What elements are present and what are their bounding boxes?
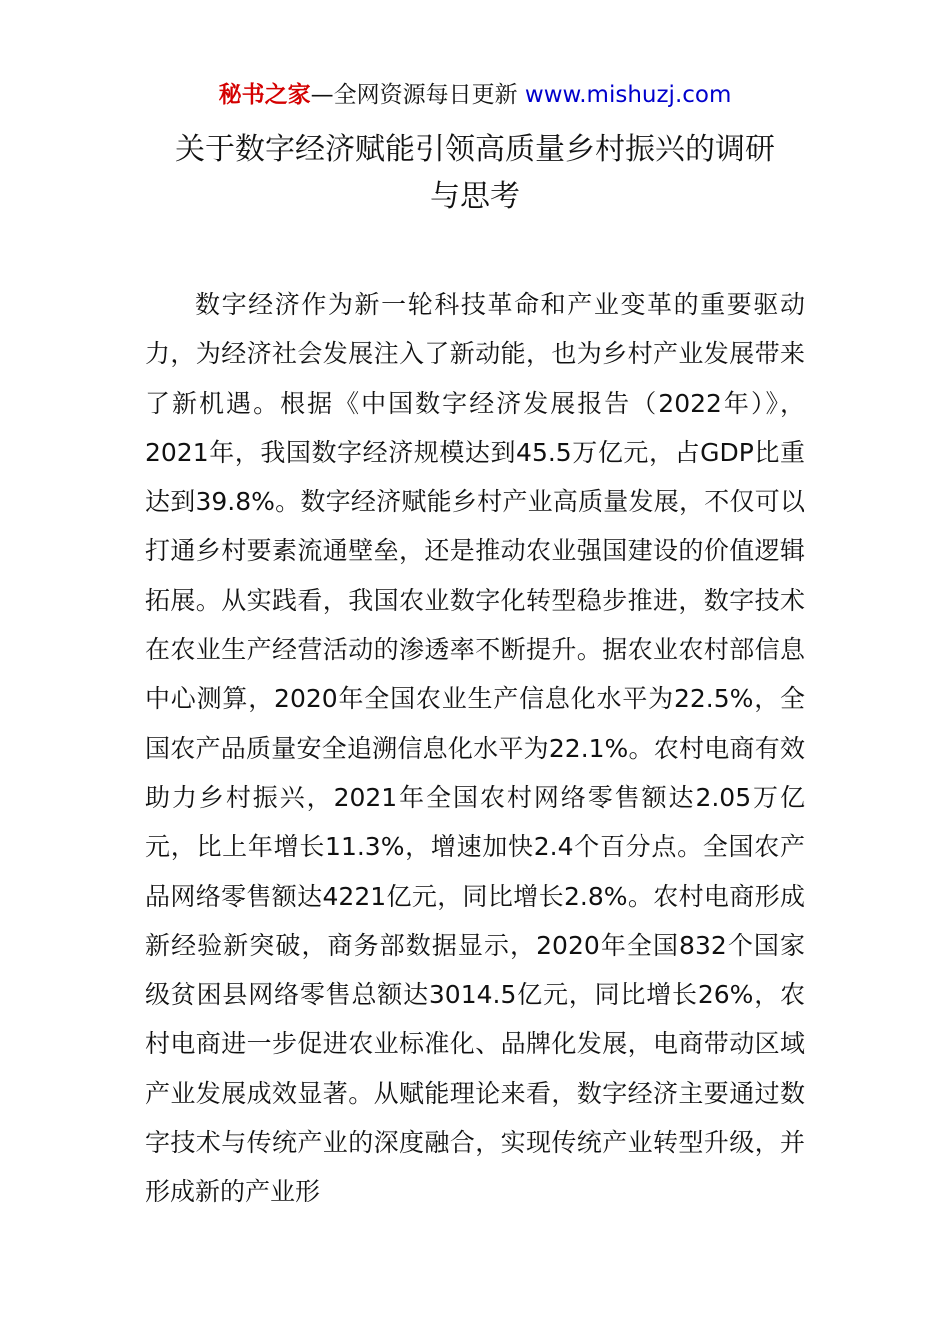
title-line-2: 与思考: [430, 179, 520, 214]
header-tagline: —全网资源每日更新: [310, 82, 525, 108]
brand-name: 秘书之家: [218, 82, 311, 108]
document-title: [140, 126, 810, 220]
site-link[interactable]: www.mishuzj.com: [524, 82, 732, 108]
title-line-1: 关于数字经济赋能引领高质量乡村振兴的调研: [175, 132, 775, 167]
body-paragraph: 数字经济作为新一轮科技革命和产业变革的重要驱动力，为经济社会发展注入了新动能，也为乡村产业发展带来了新机遇。根据《中国数字经济发展报告（2022年）》，2021年，我国数字经济规模达到45.5万亿元，占GDP比重达到39.8%。数字经济赋能乡村产业高质量发展，不仅可以打通乡村要素流通壁垒，还是推动农业强国建设的价值逻辑拓展。从实践看，我国农业数字化转型稳步推进，数字技术在农业生产经营活动的渗透率不断提升。据农业农村部信息中心测算，2020年全国农业生产信息化水平为22.5%，全国农产品质量安全追溯信息化水平为22.1%。农村电商有效助力乡村振兴，2021年全国农村网络零售额达2.05万亿元，比上年增长11.3%，增速加快2.4个百分点。全国农产品网络零售额达4221亿元，同比增长2.8%。农村电商形成新经验新突破，商务部数据显示，2020年全国832个国家级贫困县网络零售总额达3014.5亿元，同比增长26%，农村电商进一步促进农业标准化、品牌化发展，电商带动区域产业发展成效显著。从赋能理论来看，数字经济主要通过数字技术与传统产业的深度融合，实现传统产业转型升级，并形成新的产业形: [145, 290, 805, 1207]
site-header: [0, 78, 950, 112]
